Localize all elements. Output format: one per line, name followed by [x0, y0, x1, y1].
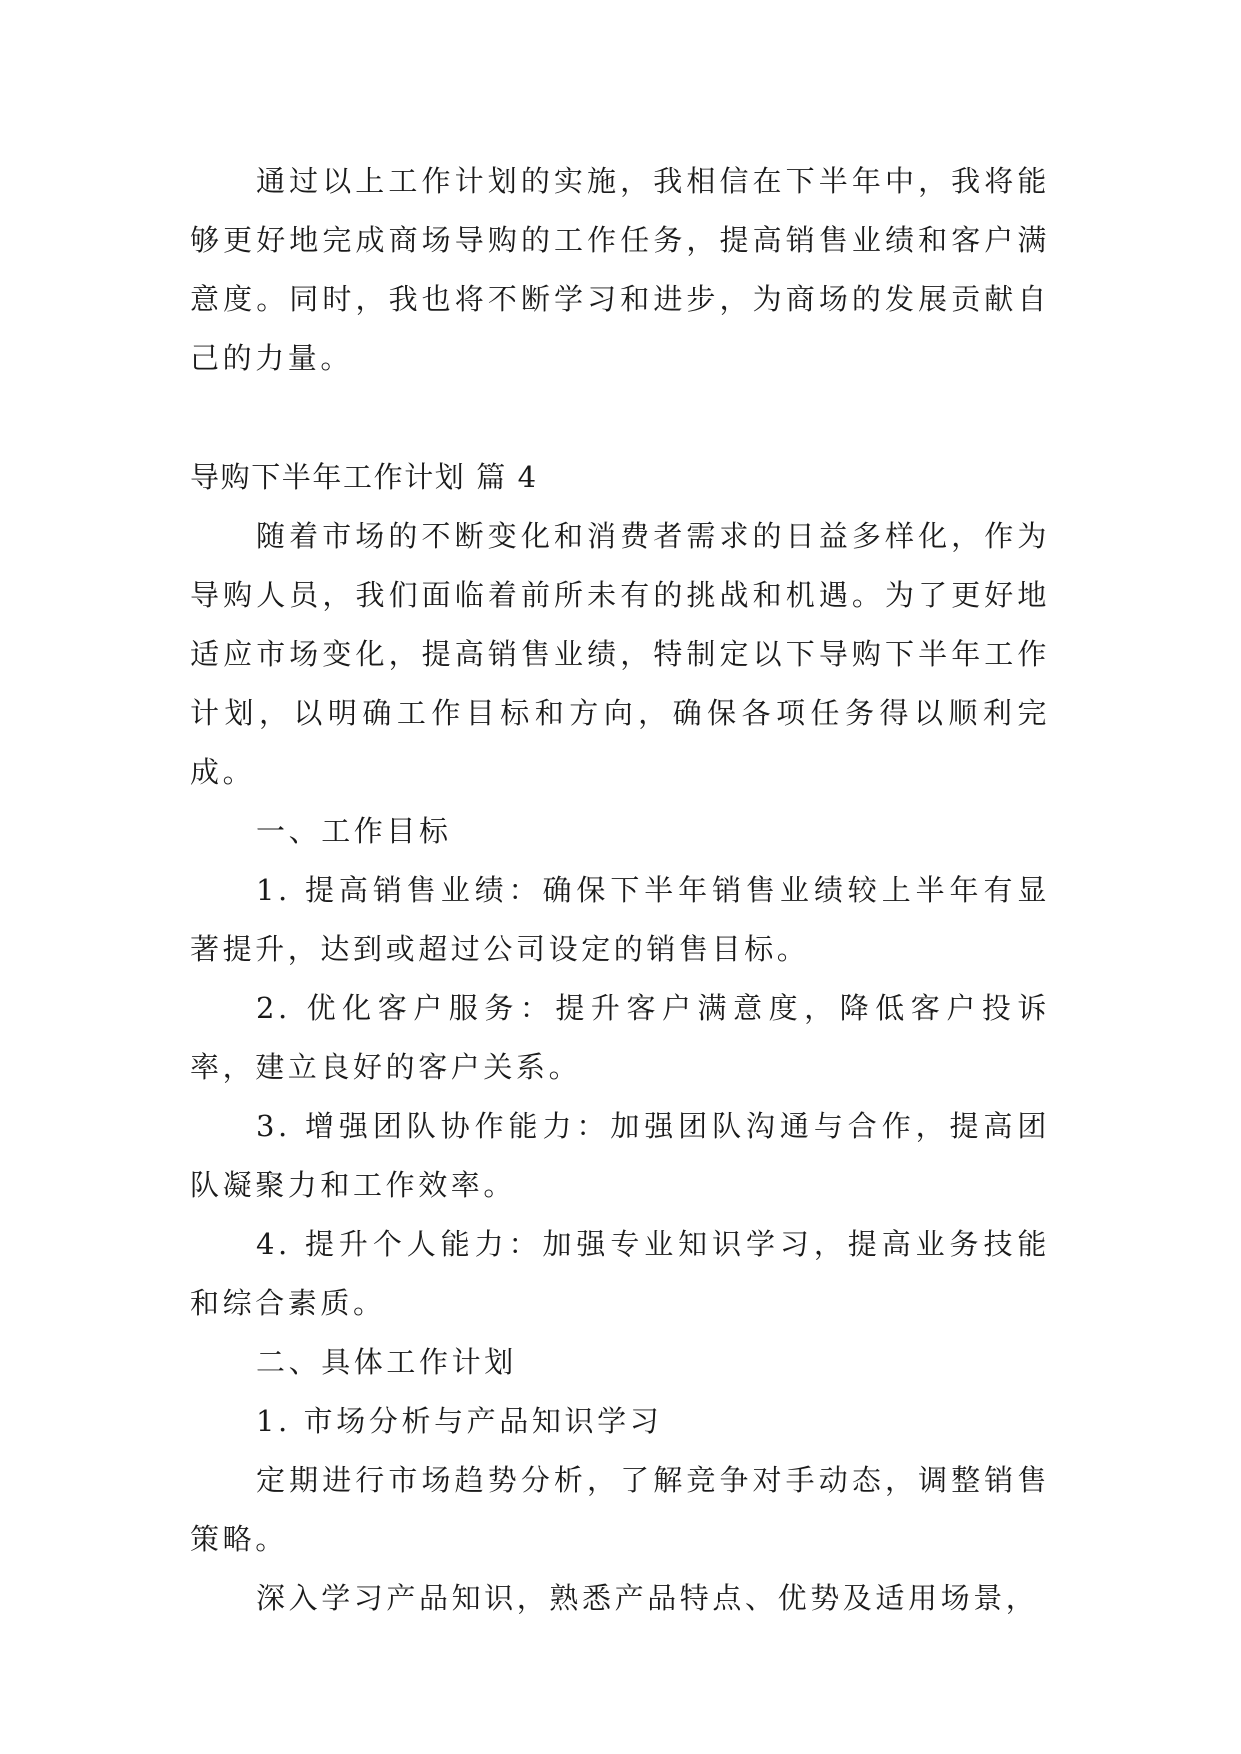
document-body	[190, 152, 1050, 1628]
section-title: 导购下半年工作计划 篇 4	[190, 460, 538, 494]
goal-item-2: 2. 优化客户服务：提升客户满意度，降低客户投诉率，建立良好的客户关系。	[190, 991, 1050, 1084]
plan-item-paragraph: 定期进行市场趋势分析，了解竞争对手动态，调整销售策略。	[190, 1463, 1050, 1556]
goal-item-3: 3. 增强团队协作能力：加强团队沟通与合作，提高团队凝聚力和工作效率。	[190, 1109, 1050, 1202]
opening-paragraph: 随着市场的不断变化和消费者需求的日益多样化，作为导购人员，我们面临着前所未有的挑战和机遇。为了更好地适应市场变化，提高销售业绩，特制定以下导购下半年工作计划，以明确工作目标和方向，确保各项任务得以顺利完成。	[190, 519, 1050, 789]
plan-heading: 二、具体工作计划	[256, 1345, 517, 1379]
plan-item-paragraph: 深入学习产品知识，熟悉产品特点、优势及适用场景，	[256, 1581, 1039, 1615]
goal-item-4: 4. 提升个人能力：加强专业知识学习，提高业务技能和综合素质。	[190, 1227, 1050, 1320]
goal-item-1: 1. 提高销售业绩：确保下半年销售业绩较上半年有显著提升，达到或超过公司设定的销售目标。	[190, 873, 1050, 966]
intro-paragraph: 通过以上工作计划的实施，我相信在下半年中，我将能够更好地完成商场导购的工作任务，提高销售业绩和客户满意度。同时，我也将不断学习和进步，为商场的发展贡献自己的力量。	[190, 164, 1050, 375]
plan-item-title: 1. 市场分析与产品知识学习	[256, 1404, 663, 1438]
goals-heading: 一、工作目标	[256, 814, 452, 848]
